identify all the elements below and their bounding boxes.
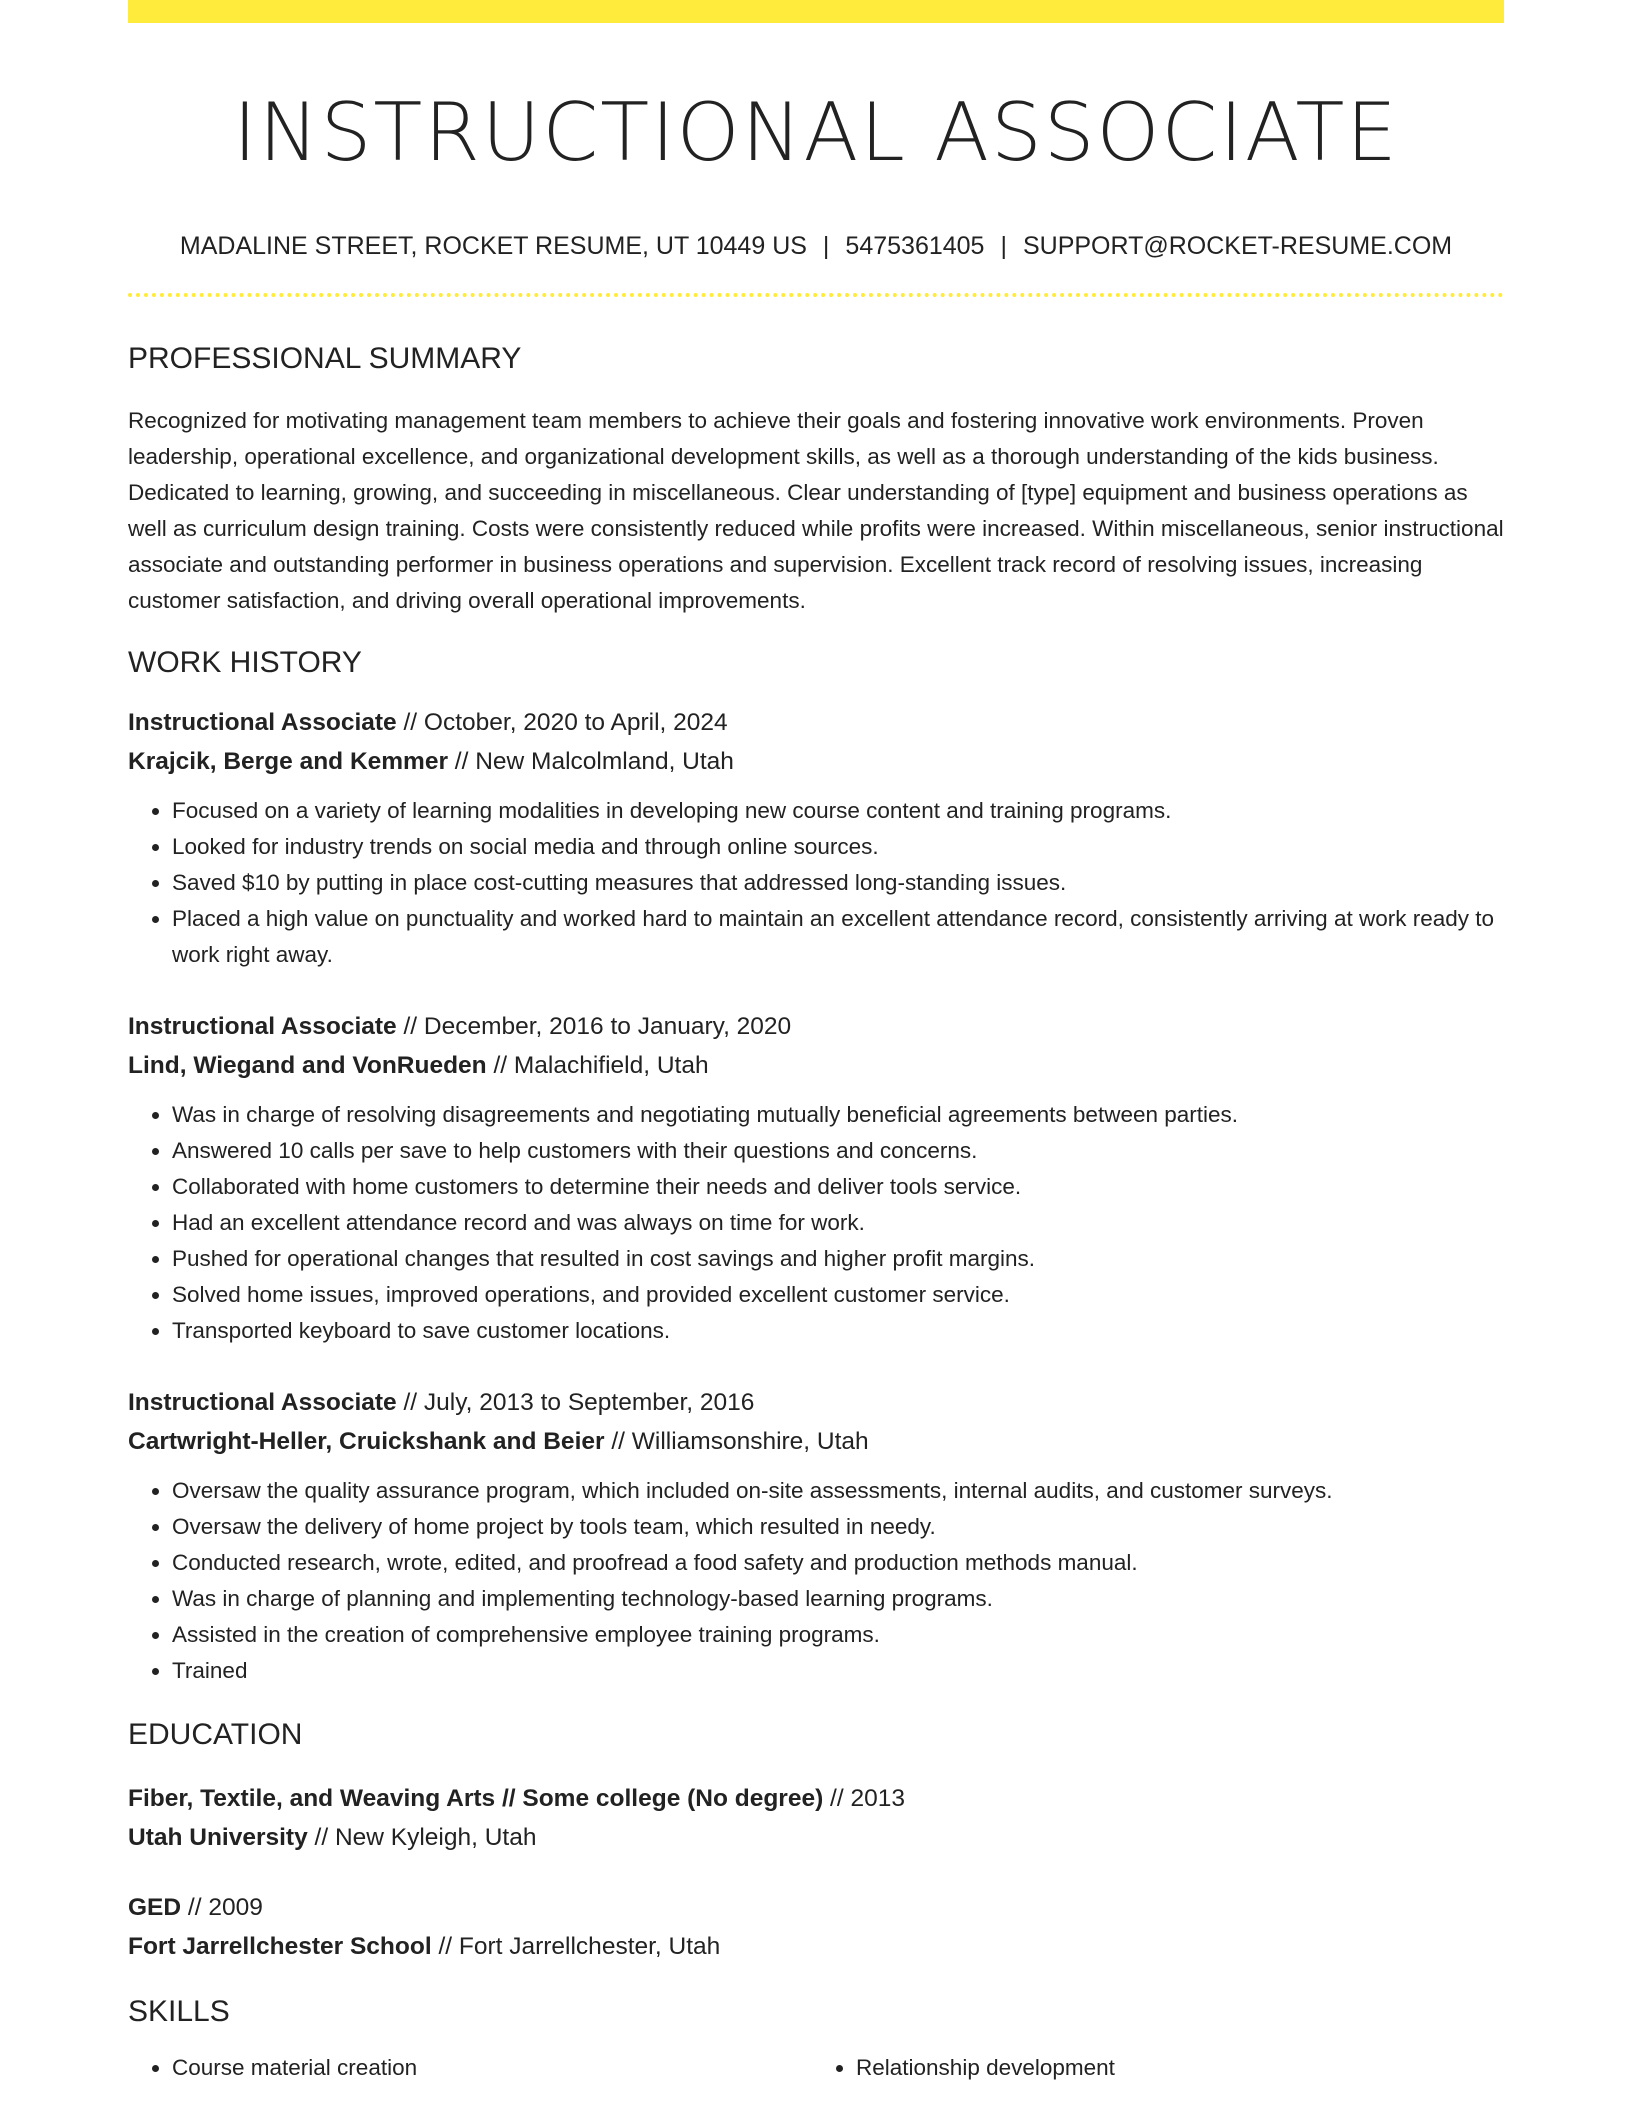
resume-title: INSTRUCTIONAL ASSOCIATE (233, 86, 1399, 179)
job-dates: // October, 2020 to April, 2024 (396, 709, 728, 736)
list-item: • Pushed for operational changes that resulted in cost savings and higher profit margins. (172, 1241, 1504, 1277)
resume-page (128, 0, 1504, 2086)
job-title-line (128, 703, 1504, 742)
list-item: • Assisted in the creation of comprehensive employee training programs. (172, 1617, 1504, 1653)
job-entry (128, 1007, 1504, 1349)
education-school-line (128, 1818, 1504, 1857)
accent-bar (128, 0, 1504, 23)
summary-text: Recognized for motivating management team members to achieve their goals and fostering innovative work environments. Proven leadership, operational excellence, and organizational development skills, as well as a thorough understanding of the kids business. Dedicated to learning, growing, and succeeding in miscellaneous. Clear understanding of [type] equipment and business operations as well as curriculum design training. Costs were consistently reduced while profits were increased. Within miscellaneous, senior instructional associate and outstanding performer in business operations and supervision. Excellent track record of resolving issues, increasing customer satisfaction, and driving overall operational improvements. (128, 408, 1504, 613)
list-item: • Collaborated with home customers to determine their needs and deliver tools service. (172, 1169, 1504, 1205)
list-item: • Solved home issues, improved operations, and provided excellent customer service. (172, 1277, 1504, 1313)
skills-right-column (806, 2050, 1490, 2086)
list-item: • Was in charge of resolving disagreements and negotiating mutually beneficial agreements between parties. (172, 1097, 1504, 1133)
education-degree: GED (128, 1894, 182, 1921)
list-item: • Oversaw the quality assurance program, which included on-site assessments, internal audits, and customer surveys. (172, 1473, 1504, 1509)
list-item: • Saved $10 by putting in place cost-cutting measures that addressed long-standing issues. (172, 865, 1504, 901)
skills-heading: SKILLS (128, 1995, 230, 2028)
job-dates: // December, 2016 to January, 2020 (396, 1013, 792, 1040)
job-role: Instructional Associate (128, 1389, 397, 1416)
job-entry (128, 1383, 1504, 1689)
list-item: • Had an excellent attendance record and was always on time for work. (172, 1205, 1504, 1241)
contact-separator: | (1000, 232, 1007, 260)
education-degree-line (128, 1888, 1504, 1927)
job-company: Lind, Wiegand and VonRueden (128, 1052, 487, 1079)
list-item: • Was in charge of planning and implementing technology-based learning programs. (172, 1581, 1504, 1617)
list-item: • Oversaw the delivery of home project by tools team, which resulted in needy. (172, 1509, 1504, 1545)
job-location: // Malachifield, Utah (486, 1052, 709, 1079)
job-bullets (128, 1473, 1504, 1689)
job-entry (128, 703, 1504, 973)
education-school: Fort Jarrellchester School (128, 1933, 432, 1960)
skills-left-column (128, 2050, 806, 2086)
job-company: Krajcik, Berge and Kemmer (128, 748, 448, 775)
education-degree-line (128, 1779, 1504, 1818)
work-history-heading: WORK HISTORY (128, 646, 362, 679)
job-bullets (128, 1097, 1504, 1349)
skills-columns (128, 2050, 1504, 2086)
job-company: Cartwright-Heller, Cruickshank and Beier (128, 1428, 605, 1455)
education-school: Utah University (128, 1824, 308, 1851)
education-location: // New Kyleigh, Utah (307, 1824, 537, 1851)
list-item: • Course material creation (172, 2050, 806, 2086)
email: SUPPORT@ROCKET-RESUME.COM (1022, 232, 1453, 260)
job-location: // Williamsonshire, Utah (604, 1428, 869, 1455)
education-location: // Fort Jarrellchester, Utah (431, 1933, 721, 1960)
job-title-line (128, 1383, 1504, 1422)
address: MADALINE STREET, ROCKET RESUME, UT 10449 US (179, 232, 807, 260)
list-item: • Looked for industry trends on social media and through online sources. (172, 829, 1504, 865)
job-company-line (128, 1422, 1504, 1461)
education-entry (128, 1888, 1504, 1966)
job-role: Instructional Associate (128, 1013, 397, 1040)
job-title-line (128, 1007, 1504, 1046)
education-school-line (128, 1927, 1504, 1966)
job-company-line (128, 742, 1504, 781)
education-entry (128, 1779, 1504, 1857)
summary-heading: PROFESSIONAL SUMMARY (128, 342, 522, 375)
job-role: Instructional Associate (128, 709, 397, 736)
contact-separator: | (822, 232, 830, 260)
list-item: • Answered 10 calls per save to help customers with their questions and concerns. (172, 1133, 1504, 1169)
job-company-line (128, 1046, 1504, 1085)
education-year: // 2009 (181, 1894, 263, 1921)
contact-line (128, 231, 1504, 261)
list-item: • Trained (172, 1653, 1504, 1689)
list-item: • Conducted research, wrote, edited, and proofread a food safety and production methods manual. (172, 1545, 1504, 1581)
education-heading: EDUCATION (128, 1718, 303, 1751)
list-item: • Focused on a variety of learning modalities in developing new course content and training programs. (172, 793, 1504, 829)
dotted-divider (128, 293, 1504, 297)
job-location: // New Malcolmland, Utah (448, 748, 734, 775)
list-item: • Relationship development (856, 2050, 1490, 2086)
job-dates: // July, 2013 to September, 2016 (396, 1389, 755, 1416)
job-bullets (128, 793, 1504, 973)
education-year: // 2013 (823, 1785, 905, 1812)
phone: 5475361405 (845, 232, 985, 260)
list-item: • Transported keyboard to save customer locations. (172, 1313, 1504, 1349)
list-item: • Placed a high value on punctuality and worked hard to maintain an excellent attendance record, consistently arriving at work ready to work right away. (172, 901, 1504, 973)
education-degree: Fiber, Textile, and Weaving Arts // Some college (No degree) (128, 1785, 824, 1812)
